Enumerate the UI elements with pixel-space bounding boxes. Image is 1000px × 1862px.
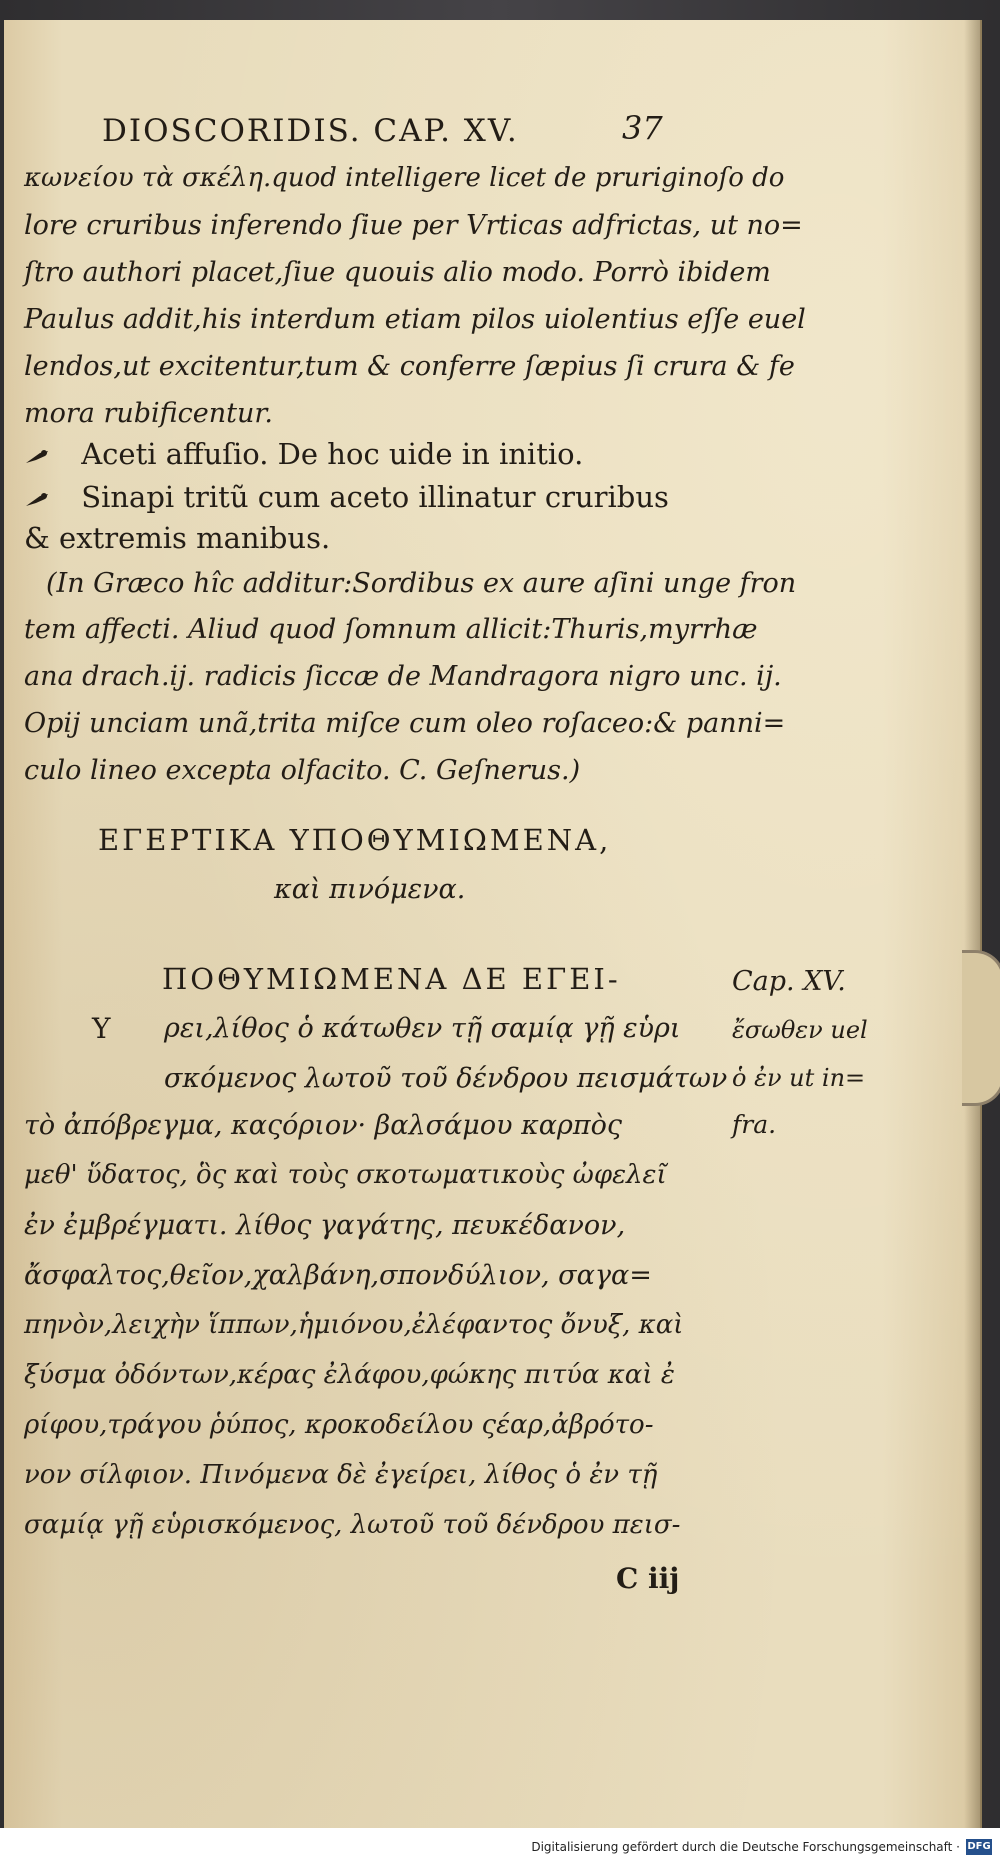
gesner-line-2: tem affecti. Aliud quod ſomnum allicit:Thuris,myrrhæ <box>24 614 758 645</box>
latin-line-4: Paulus addit,his interdum etiam pilos uiolentius eſſe euel <box>24 304 806 335</box>
margin-note-line-4: fra. <box>732 1110 777 1139</box>
greek-first-line: ΠΟΘΥΜΙΩΜΕΝΑ ΔΕ ΕΓΕΙ- <box>162 962 621 996</box>
greek-line-1: ρει,λίθος ὁ κάτωθεν τῇ σαμίᾳ γῇ εὑρι <box>164 1013 681 1044</box>
footer-credit: Digitalisierung gefördert durch die Deutsche Forschungsgemeinschaft · <box>531 1840 960 1854</box>
latin-line-3: ſtro authori placet,ſiue quouis alio modo. Porrò ibidem <box>24 257 771 288</box>
margin-note-line-3: ὁ ἐν ut in= <box>732 1064 866 1092</box>
gesner-line-5: culo lineo excepta olfacito. C. Geſnerus.) <box>24 755 581 786</box>
greek-line-8: ξύσμα ὀδόντων,κέρας ἐλάφου,φώκης πιτύα καὶ ἐ <box>24 1360 675 1390</box>
greek-initial: Υ <box>92 1012 111 1045</box>
greek-line-9: ρίφου,τράγου ῥύπος, κροκοδείλου ςέαρ,ἀβρότο- <box>24 1410 654 1440</box>
gesner-line-3: ana drach.ij. radicis ſiccæ de Mandragora nigro unc. ij. <box>24 661 782 692</box>
latin-line-1: κωνείου τὰ σκέλη.quod intelligere licet de pruriginoſo do <box>24 163 785 193</box>
pointing-hand-icon <box>24 485 52 503</box>
greek-line-11: σαμίᾳ γῇ εὑρισκόμενος, λωτοῦ τοῦ δένδρου πεισ- <box>24 1510 681 1540</box>
greek-line-5: ἐν ἐμβρέγματι. λίθος γαγάτης, πευκέδανον, <box>24 1210 626 1241</box>
greek-line-10: νον σίλφιον. Πινόμενα δὲ ἐγείρει, λίθος ὁ ἐν τῇ <box>24 1460 658 1490</box>
margin-note-line-2: ἔσωθεν uel <box>732 1016 868 1044</box>
page-tab-mark <box>962 950 1000 1106</box>
book-page <box>4 20 982 1828</box>
pointing-hand-icon <box>24 442 52 460</box>
greek-line-2: σκόμενος λωτοῦ τοῦ δένδρου πεισμάτων <box>164 1063 728 1094</box>
greek-line-3: τὸ ἀπόβρεγμα, καςόριον· βαλσάμου καρπὸς <box>24 1110 623 1141</box>
remedy-line-1 <box>24 437 584 471</box>
gesner-line-1: (In Græco hîc additur:Sordibus ex aure aſini unge fron <box>46 568 797 599</box>
latin-line-5: lendos,ut excitentur,tum & conferre ſæpius ſi crura & fe <box>24 351 795 382</box>
remedy-line-2 <box>24 480 669 514</box>
footer-bar <box>0 1828 1000 1862</box>
latin-line-2: lore cruribus inferendo ſiue per Vrticas adfrictas, ut no= <box>24 210 803 241</box>
signature-mark: C iij <box>616 1562 680 1595</box>
section-heading: ΕΓΕΡΤΙΚΑ ΥΠΟΘΥΜΙΩΜΕΝΑ, <box>98 823 612 857</box>
greek-line-4: μεθ' ὕδατος, ὃς καὶ τοὺς σκοτωματικοὺς ὠφελεῖ <box>24 1160 667 1190</box>
margin-note-line-1: Cap. XV. <box>732 966 846 997</box>
running-title: DIOSCORIDIS. CAP. XV. <box>102 113 519 149</box>
greek-line-7: πηνὸν,λειχὴν ἵππων,ἡμιόνου,ἐλέφαντος ὄνυξ, καὶ <box>24 1310 684 1340</box>
page-number: 37 <box>622 109 663 147</box>
latin-line-6: mora rubificentur. <box>24 398 273 429</box>
dfg-logo: DFG <box>966 1839 992 1855</box>
greek-line-6: ἄσφαλτος,θεῖον,χαλβάνη,σπονδύλιον, σαγα= <box>24 1260 652 1291</box>
section-subheading: καὶ πινόμενα. <box>274 874 466 905</box>
remedy-text-1: Aceti affuſio. De hoc uide in initio. <box>81 437 584 471</box>
page-edge-shadow <box>964 20 982 1828</box>
remedy-text-2: Sinapi tritũ cum aceto illinatur cruribus <box>81 480 669 514</box>
gesner-line-4: Opij unciam unã,trita miſce cum oleo roſaceo:& panni= <box>24 708 786 739</box>
remedy-line-3: & extremis manibus. <box>24 521 331 555</box>
